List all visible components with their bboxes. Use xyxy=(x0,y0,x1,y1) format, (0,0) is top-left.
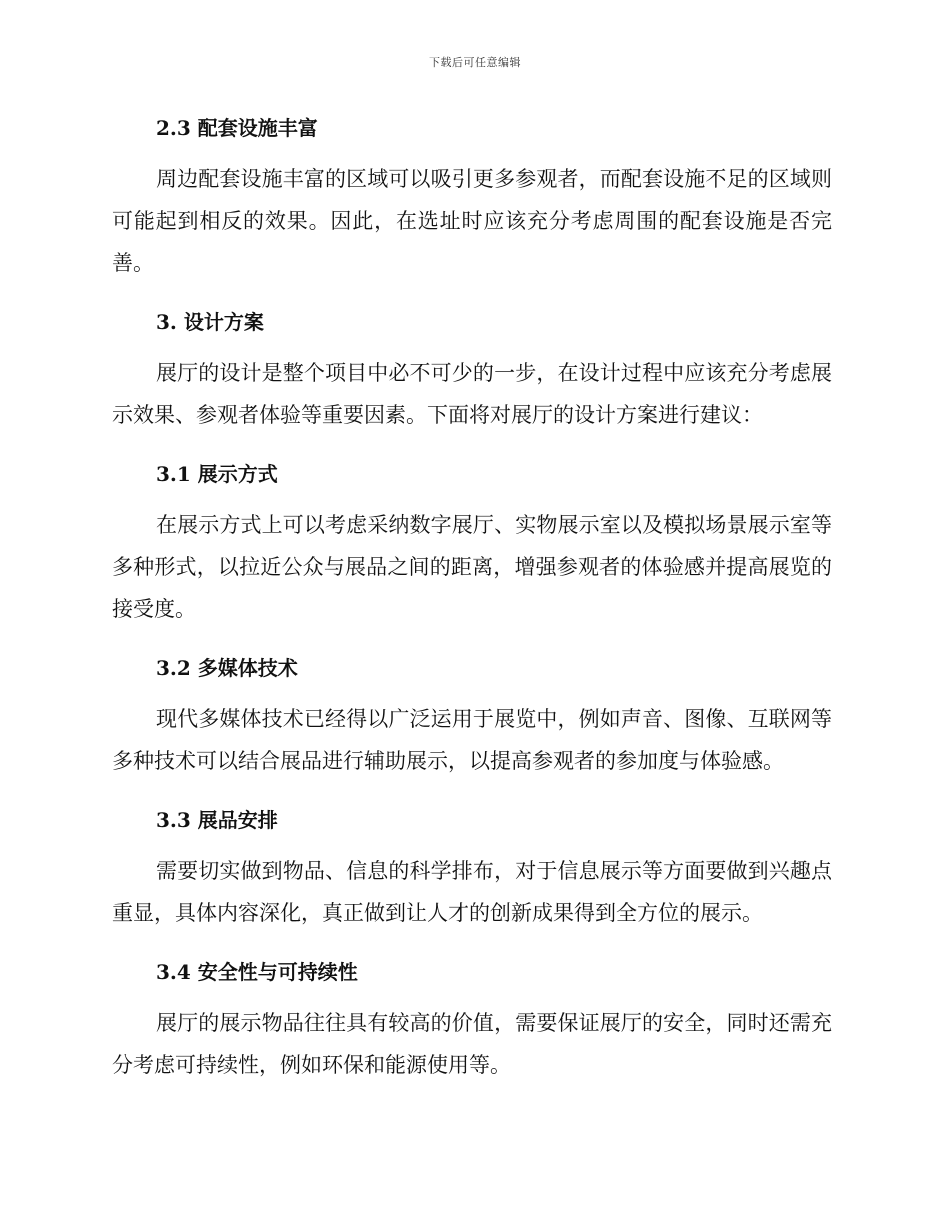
section-heading-3-4: 3.4 安全性与可持续性 xyxy=(156,960,358,984)
section-paragraph-3-2: 现代多媒体技术已经得以广泛运用于展览中，例如声音、图像、互联网等多种技术可以结合展品进行辅助展示，以提高参观者的参加度与体验感。 xyxy=(112,707,832,773)
section-heading-2-3: 2.3 配套设施丰富 xyxy=(156,116,318,140)
section-paragraph-3: 展厅的设计是整个项目中必不可少的一步，在设计过程中应该充分考虑展示效果、参观者体验等重要因素。下面将对展厅的设计方案进行建议： xyxy=(112,361,832,427)
section-paragraph-3-1: 在展示方式上可以考虑采纳数字展厅、实物展示室以及模拟场景展示室等多种形式，以拉近公众与展品之间的距离，增强参观者的体验感并提高展览的接受度。 xyxy=(112,513,832,621)
section-heading-3-1: 3.1 展示方式 xyxy=(156,462,278,486)
header-note: 下载后可任意编辑 xyxy=(429,56,521,69)
section-paragraph-2-3: 周边配套设施丰富的区域可以吸引更多参观者，而配套设施不足的区域则可能起到相反的效果。因此，在选址时应该充分考虑周围的配套设施是否完善。 xyxy=(112,167,832,275)
section-heading-3: 3. 设计方案 xyxy=(156,310,264,334)
section-paragraph-3-3: 需要切实做到物品、信息的科学排布，对于信息展示等方面要做到兴趣点重显，具体内容深化，真正做到让人才的创新成果得到全方位的展示。 xyxy=(112,859,832,925)
section-heading-3-3: 3.3 展品安排 xyxy=(156,808,278,832)
section-paragraph-3-4: 展厅的展示物品往往具有较高的价值，需要保证展厅的安全，同时还需充分考虑可持续性，例如环保和能源使用等。 xyxy=(112,1011,832,1077)
section-heading-3-2: 3.2 多媒体技术 xyxy=(156,656,298,680)
document-body xyxy=(112,112,832,1086)
